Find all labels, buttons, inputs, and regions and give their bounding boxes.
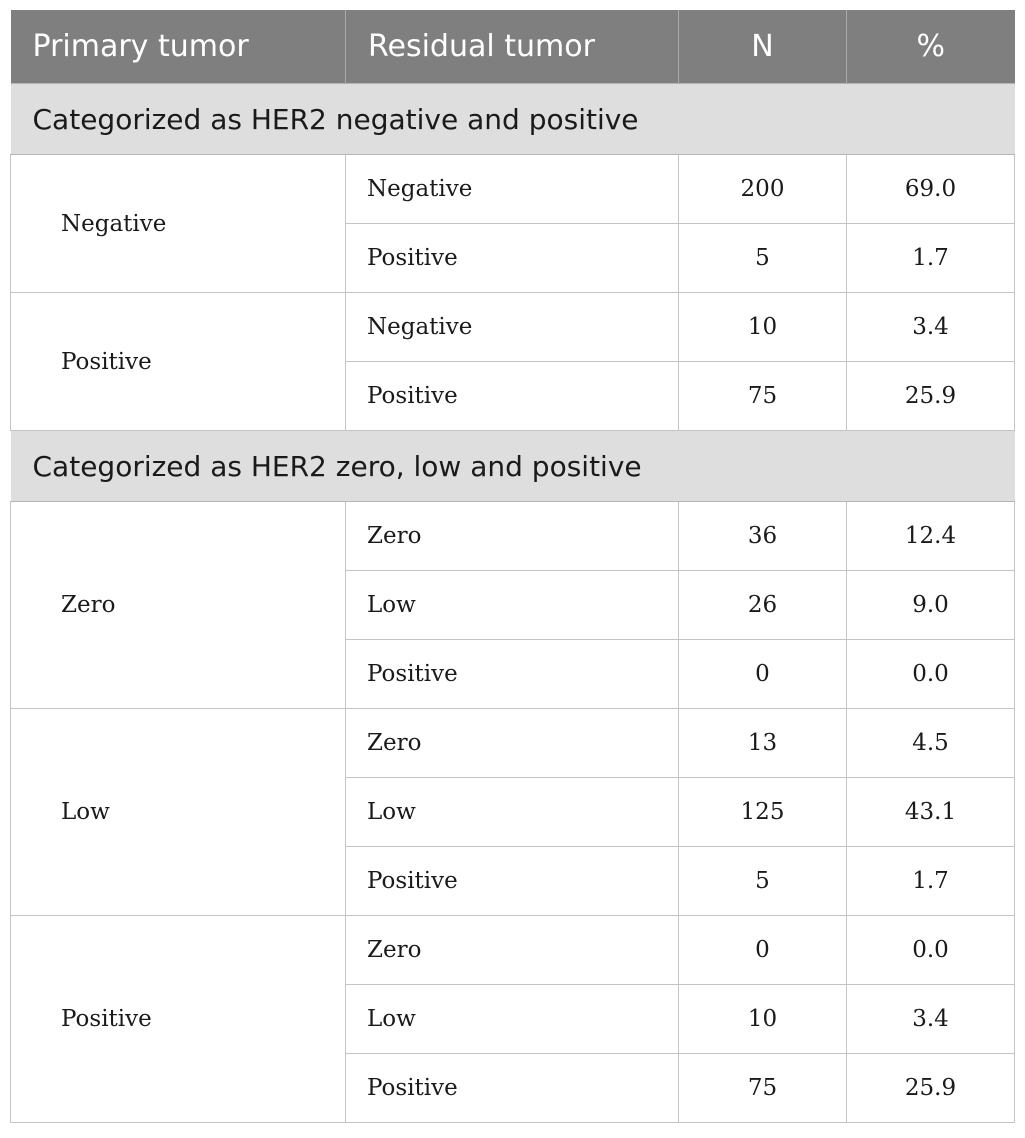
percent-cell: 25.9 [847,362,1015,431]
table-row [11,709,1015,778]
residual-tumor-cell: Positive [346,1054,679,1123]
residual-tumor-cell: Negative [346,155,679,224]
section-row [11,84,1015,155]
percent-cell: 3.4 [847,293,1015,362]
residual-tumor-cell: Low [346,778,679,847]
percent-cell: 25.9 [847,1054,1015,1123]
percent-cell: 9.0 [847,571,1015,640]
residual-tumor-cell: Positive [346,362,679,431]
primary-tumor-cell: Positive [11,916,346,1123]
residual-tumor-cell: Low [346,571,679,640]
n-cell: 200 [679,155,847,224]
n-cell: 10 [679,293,847,362]
primary-tumor-cell: Low [11,709,346,916]
n-cell: 75 [679,362,847,431]
n-cell: 0 [679,640,847,709]
n-cell: 0 [679,916,847,985]
percent-cell: 3.4 [847,985,1015,1054]
residual-tumor-cell: Zero [346,709,679,778]
residual-tumor-cell: Negative [346,293,679,362]
n-cell: 75 [679,1054,847,1123]
percent-cell: 0.0 [847,916,1015,985]
primary-tumor-cell: Positive [11,293,346,431]
percent-cell: 69.0 [847,155,1015,224]
n-cell: 5 [679,224,847,293]
residual-tumor-cell: Positive [346,640,679,709]
her2-status-table [10,10,1015,1123]
percent-cell: 4.5 [847,709,1015,778]
primary-tumor-cell: Negative [11,155,346,293]
n-cell: 125 [679,778,847,847]
header-row [11,10,1015,84]
header-percent: % [847,10,1015,84]
residual-tumor-cell: Zero [346,502,679,571]
percent-cell: 0.0 [847,640,1015,709]
section-row [11,431,1015,502]
n-cell: 5 [679,847,847,916]
n-cell: 26 [679,571,847,640]
n-cell: 36 [679,502,847,571]
residual-tumor-cell: Zero [346,916,679,985]
residual-tumor-cell: Positive [346,224,679,293]
header-n: N [679,10,847,84]
percent-cell: 1.7 [847,224,1015,293]
table-body [11,84,1015,1123]
table-row [11,502,1015,571]
section-title: Categorized as HER2 zero, low and positive [11,431,1015,502]
residual-tumor-cell: Low [346,985,679,1054]
table-row [11,293,1015,362]
n-cell: 10 [679,985,847,1054]
percent-cell: 43.1 [847,778,1015,847]
percent-cell: 1.7 [847,847,1015,916]
residual-tumor-cell: Positive [346,847,679,916]
section-title: Categorized as HER2 negative and positive [11,84,1015,155]
header-primary-tumor: Primary tumor [11,10,346,84]
n-cell: 13 [679,709,847,778]
header-residual-tumor: Residual tumor [346,10,679,84]
table-row [11,916,1015,985]
percent-cell: 12.4 [847,502,1015,571]
primary-tumor-cell: Zero [11,502,346,709]
table-row [11,155,1015,224]
table-header [11,10,1015,84]
